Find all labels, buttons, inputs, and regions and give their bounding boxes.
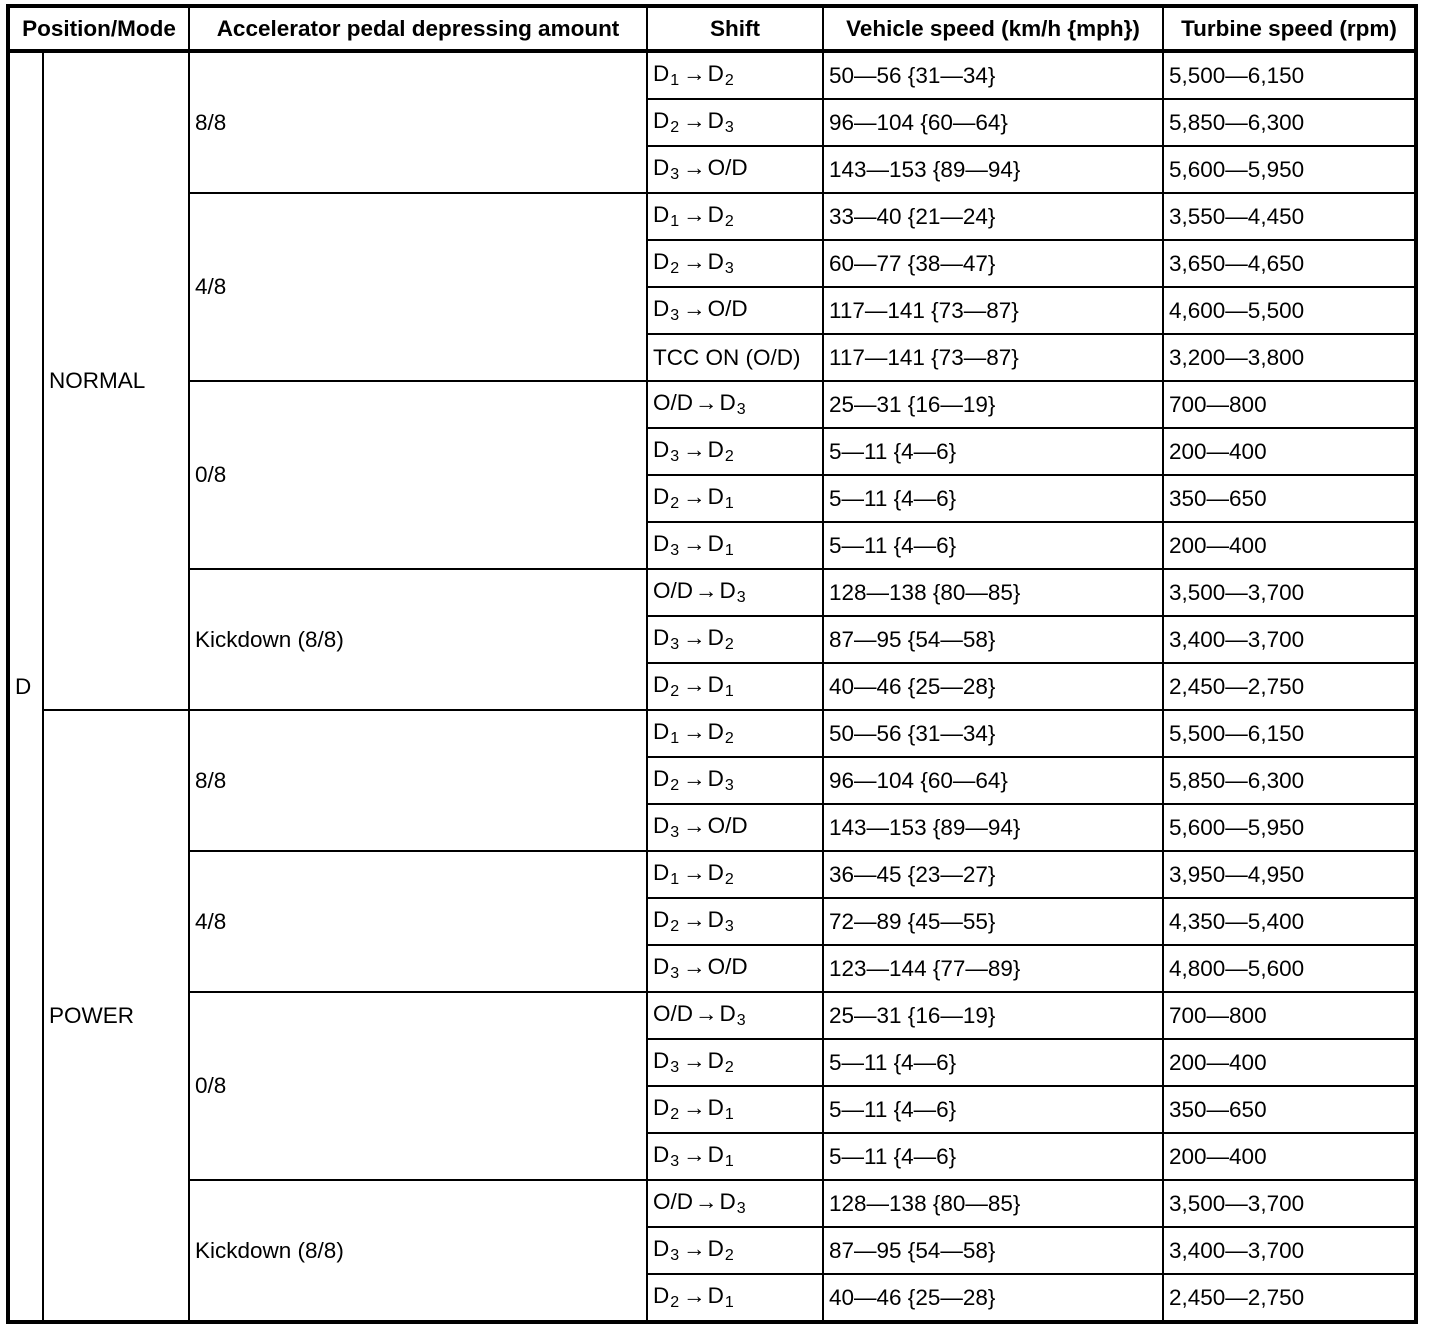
vehicle-speed-cell: 60—77 {38—47}	[823, 240, 1163, 287]
shift-cell	[647, 851, 823, 898]
shift-text: TCC ON (O/D)	[653, 344, 801, 370]
shift-to-subscript: 2	[724, 448, 734, 465]
pedal-amount-label: 8/8	[195, 767, 227, 793]
shift-to-subscript: 2	[724, 1247, 734, 1264]
turbine-speed-cell: 3,950—4,950	[1163, 851, 1416, 898]
right-arrow-icon: →	[683, 1236, 706, 1261]
turbine-speed-cell: 3,650—4,650	[1163, 240, 1416, 287]
turbine-speed-cell: 3,400—3,700	[1163, 616, 1416, 663]
right-arrow-icon: →	[683, 155, 706, 180]
shift-cell	[647, 569, 823, 616]
turbine-speed-cell: 3,200—3,800	[1163, 334, 1416, 381]
vehicle-speed-cell: 123—144 {77—89}	[823, 945, 1163, 992]
vehicle-speed-cell: 25—31 {16—19}	[823, 381, 1163, 428]
shift-from-gear: D	[653, 155, 670, 180]
shift-to-gear: D	[707, 1142, 724, 1167]
shift-from-subscript: 1	[670, 72, 680, 89]
turbine-speed-cell: 200—400	[1163, 522, 1416, 569]
right-arrow-icon: →	[683, 437, 706, 462]
header-shift: Shift	[647, 6, 823, 51]
shift-cell	[647, 1274, 823, 1322]
vehicle-speed-cell: 5—11 {4—6}	[823, 1086, 1163, 1133]
shift-cell	[647, 757, 823, 804]
shift-to-gear: D	[707, 1283, 724, 1308]
vehicle-speed-cell: 33—40 {21—24}	[823, 193, 1163, 240]
shift-to-subscript: 3	[724, 777, 734, 794]
pedal-amount-cell	[189, 51, 647, 193]
shift-to-gear: D	[719, 1001, 736, 1026]
shift-from-subscript: 3	[670, 965, 680, 982]
vehicle-speed-cell: 40—46 {25—28}	[823, 1274, 1163, 1322]
shift-from-subscript: 3	[670, 166, 680, 183]
shift-from-subscript: 3	[670, 448, 680, 465]
turbine-speed-cell: 5,850—6,300	[1163, 99, 1416, 146]
vehicle-speed-cell: 5—11 {4—6}	[823, 475, 1163, 522]
shift-to-gear: D	[719, 390, 736, 415]
position-label: D	[15, 673, 32, 699]
turbine-speed-cell: 4,800—5,600	[1163, 945, 1416, 992]
shift-to-gear: O/D	[707, 155, 748, 180]
table-row	[8, 851, 1416, 898]
shift-from-gear: D	[653, 907, 670, 932]
pedal-amount-cell	[189, 569, 647, 710]
shift-to-subscript: 3	[736, 589, 746, 606]
shift-cell	[647, 522, 823, 569]
pedal-amount-label: Kickdown (8/8)	[195, 626, 344, 652]
table-row	[8, 710, 1416, 757]
shift-to-gear: D	[707, 766, 724, 791]
right-arrow-icon: →	[683, 1095, 706, 1120]
right-arrow-icon: →	[683, 907, 706, 932]
turbine-speed-cell: 5,600—5,950	[1163, 146, 1416, 193]
shift-from-gear: O/D	[653, 578, 694, 603]
shift-cell	[647, 287, 823, 334]
shift-to-gear: D	[707, 672, 724, 697]
shift-to-subscript: 2	[724, 1059, 734, 1076]
shift-from-subscript: 2	[670, 683, 680, 700]
shift-from-subscript: 3	[670, 307, 680, 324]
shift-to-gear: D	[719, 578, 736, 603]
shift-to-gear: D	[707, 1236, 724, 1261]
shift-to-gear: D	[707, 61, 724, 86]
shift-from-gear: D	[653, 1283, 670, 1308]
right-arrow-icon: →	[683, 1142, 706, 1167]
shift-cell	[647, 51, 823, 99]
shift-from-subscript: 3	[670, 824, 680, 841]
shift-from-gear: O/D	[653, 390, 694, 415]
header-vehicle-speed: Vehicle speed (km/h {mph})	[823, 6, 1163, 51]
shift-to-subscript: 3	[724, 119, 734, 136]
mode-cell	[43, 710, 189, 1322]
turbine-speed-cell: 2,450—2,750	[1163, 663, 1416, 710]
table-header-row	[8, 6, 1416, 51]
vehicle-speed-cell: 128—138 {80—85}	[823, 1180, 1163, 1227]
shift-from-subscript: 2	[670, 119, 680, 136]
right-arrow-icon: →	[695, 1189, 718, 1214]
shift-cell	[647, 1133, 823, 1180]
turbine-speed-cell: 200—400	[1163, 428, 1416, 475]
shift-to-gear: O/D	[707, 296, 748, 321]
shift-to-subscript: 1	[724, 542, 734, 559]
vehicle-speed-cell: 5—11 {4—6}	[823, 1039, 1163, 1086]
shift-from-subscript: 3	[670, 636, 680, 653]
shift-to-subscript: 2	[724, 730, 734, 747]
shift-from-gear: D	[653, 766, 670, 791]
shift-point-table	[6, 4, 1418, 1324]
vehicle-speed-cell: 117—141 {73—87}	[823, 287, 1163, 334]
shift-from-subscript: 1	[670, 871, 680, 888]
shift-to-gear: O/D	[707, 954, 748, 979]
shift-to-subscript: 1	[724, 683, 734, 700]
shift-to-gear: D	[707, 860, 724, 885]
mode-label: NORMAL	[49, 368, 146, 393]
shift-to-gear: D	[707, 531, 724, 556]
position-cell	[8, 51, 43, 1322]
right-arrow-icon: →	[683, 672, 706, 697]
pedal-amount-label: 4/8	[195, 274, 227, 299]
shift-to-gear: D	[707, 1095, 724, 1120]
shift-cell	[647, 334, 823, 381]
shift-cell	[647, 616, 823, 663]
vehicle-speed-cell: 50—56 {31—34}	[823, 51, 1163, 99]
vehicle-speed-cell: 143—153 {89—94}	[823, 146, 1163, 193]
shift-to-gear: D	[707, 1048, 724, 1073]
pedal-amount-cell	[189, 710, 647, 851]
shift-cell	[647, 992, 823, 1039]
vehicle-speed-cell: 25—31 {16—19}	[823, 992, 1163, 1039]
pedal-amount-label: 0/8	[195, 1073, 227, 1098]
vehicle-speed-cell: 117—141 {73—87}	[823, 334, 1163, 381]
shift-from-subscript: 2	[670, 1294, 680, 1311]
turbine-speed-cell: 3,400—3,700	[1163, 1227, 1416, 1274]
shift-from-gear: O/D	[653, 1189, 694, 1214]
turbine-speed-cell: 5,600—5,950	[1163, 804, 1416, 851]
vehicle-speed-cell: 5—11 {4—6}	[823, 428, 1163, 475]
shift-to-gear: D	[707, 719, 724, 744]
pedal-amount-label: Kickdown (8/8)	[195, 1237, 344, 1263]
shift-from-gear: D	[653, 1095, 670, 1120]
shift-from-subscript: 2	[670, 918, 680, 935]
shift-from-gear: D	[653, 437, 670, 462]
shift-to-gear: D	[719, 1189, 736, 1214]
shift-cell	[647, 240, 823, 287]
shift-to-gear: D	[707, 484, 724, 509]
right-arrow-icon: →	[683, 296, 706, 321]
shift-from-subscript: 1	[670, 730, 680, 747]
shift-cell	[647, 1039, 823, 1086]
right-arrow-icon: →	[695, 578, 718, 603]
shift-cell	[647, 945, 823, 992]
pedal-amount-cell	[189, 193, 647, 381]
pedal-amount-cell	[189, 1180, 647, 1322]
shift-from-gear: D	[653, 1048, 670, 1073]
table-row	[8, 992, 1416, 1039]
vehicle-speed-cell: 87—95 {54—58}	[823, 1227, 1163, 1274]
table-row	[8, 381, 1416, 428]
shift-to-subscript: 2	[724, 871, 734, 888]
table-row	[8, 1180, 1416, 1227]
table-body	[8, 51, 1416, 1322]
shift-from-gear: D	[653, 202, 670, 227]
vehicle-speed-cell: 36—45 {23—27}	[823, 851, 1163, 898]
shift-to-subscript: 1	[724, 1153, 734, 1170]
shift-from-gear: D	[653, 813, 670, 838]
shift-from-subscript: 2	[670, 260, 680, 277]
shift-from-subscript: 2	[670, 777, 680, 794]
shift-to-gear: D	[707, 249, 724, 274]
right-arrow-icon: →	[683, 625, 706, 650]
shift-from-subscript: 2	[670, 495, 680, 512]
shift-cell	[647, 475, 823, 522]
shift-to-subscript: 3	[724, 918, 734, 935]
shift-to-gear: D	[707, 907, 724, 932]
shift-cell	[647, 663, 823, 710]
shift-to-subscript: 2	[724, 213, 734, 230]
turbine-speed-cell: 4,600—5,500	[1163, 287, 1416, 334]
header-turbine-speed: Turbine speed (rpm)	[1163, 6, 1416, 51]
pedal-amount-label: 4/8	[195, 908, 227, 934]
pedal-amount-cell	[189, 992, 647, 1180]
shift-from-gear: D	[653, 531, 670, 556]
turbine-speed-cell: 4,350—5,400	[1163, 898, 1416, 945]
shift-from-subscript: 2	[670, 1106, 680, 1123]
shift-from-subscript: 3	[670, 1247, 680, 1264]
shift-to-subscript: 2	[724, 72, 734, 89]
turbine-speed-cell: 3,500—3,700	[1163, 569, 1416, 616]
shift-from-gear: D	[653, 1236, 670, 1261]
shift-to-subscript: 3	[736, 1012, 746, 1029]
pedal-amount-label: 0/8	[195, 462, 227, 487]
shift-to-subscript: 3	[736, 401, 746, 418]
shift-to-subscript: 3	[736, 1200, 746, 1217]
turbine-speed-cell: 200—400	[1163, 1039, 1416, 1086]
vehicle-speed-cell: 50—56 {31—34}	[823, 710, 1163, 757]
shift-cell	[647, 710, 823, 757]
shift-from-gear: D	[653, 672, 670, 697]
shift-from-gear: D	[653, 249, 670, 274]
mode-label: POWER	[49, 1002, 135, 1028]
vehicle-speed-cell: 128—138 {80—85}	[823, 569, 1163, 616]
shift-to-gear: D	[707, 437, 724, 462]
right-arrow-icon: →	[683, 766, 706, 791]
right-arrow-icon: →	[683, 249, 706, 274]
shift-cell	[647, 193, 823, 240]
shift-cell	[647, 898, 823, 945]
right-arrow-icon: →	[683, 61, 706, 86]
mode-cell	[43, 51, 189, 710]
pedal-amount-label: 8/8	[195, 109, 227, 135]
shift-to-subscript: 1	[724, 495, 734, 512]
table-row	[8, 51, 1416, 99]
vehicle-speed-cell: 5—11 {4—6}	[823, 1133, 1163, 1180]
shift-to-subscript: 1	[724, 1294, 734, 1311]
right-arrow-icon: →	[683, 954, 706, 979]
shift-from-gear: D	[653, 296, 670, 321]
shift-to-gear: D	[707, 625, 724, 650]
turbine-speed-cell: 3,550—4,450	[1163, 193, 1416, 240]
turbine-speed-cell: 200—400	[1163, 1133, 1416, 1180]
vehicle-speed-cell: 96—104 {60—64}	[823, 757, 1163, 804]
turbine-speed-cell: 350—650	[1163, 475, 1416, 522]
shift-from-subscript: 3	[670, 1153, 680, 1170]
vehicle-speed-cell: 5—11 {4—6}	[823, 522, 1163, 569]
shift-from-gear: D	[653, 860, 670, 885]
shift-from-gear: O/D	[653, 1001, 694, 1026]
header-position-mode: Position/Mode	[8, 6, 189, 51]
table-row	[8, 193, 1416, 240]
right-arrow-icon: →	[695, 390, 718, 415]
pedal-amount-cell	[189, 381, 647, 569]
shift-from-gear: D	[653, 1142, 670, 1167]
shift-from-subscript: 1	[670, 213, 680, 230]
shift-cell	[647, 146, 823, 193]
turbine-speed-cell: 5,500—6,150	[1163, 710, 1416, 757]
vehicle-speed-cell: 72—89 {45—55}	[823, 898, 1163, 945]
shift-to-subscript: 1	[724, 1106, 734, 1123]
shift-from-subscript: 3	[670, 542, 680, 559]
shift-from-gear: D	[653, 61, 670, 86]
shift-from-gear: D	[653, 954, 670, 979]
shift-from-gear: D	[653, 484, 670, 509]
right-arrow-icon: →	[683, 813, 706, 838]
shift-cell	[647, 428, 823, 475]
shift-from-gear: D	[653, 719, 670, 744]
turbine-speed-cell: 5,500—6,150	[1163, 51, 1416, 99]
table-row	[8, 569, 1416, 616]
shift-to-gear: D	[707, 202, 724, 227]
shift-to-gear: D	[707, 108, 724, 133]
shift-to-gear: O/D	[707, 813, 748, 838]
shift-cell	[647, 1227, 823, 1274]
shift-cell	[647, 1086, 823, 1133]
turbine-speed-cell: 350—650	[1163, 1086, 1416, 1133]
turbine-speed-cell: 2,450—2,750	[1163, 1274, 1416, 1322]
right-arrow-icon: →	[683, 484, 706, 509]
turbine-speed-cell: 3,500—3,700	[1163, 1180, 1416, 1227]
vehicle-speed-cell: 143—153 {89—94}	[823, 804, 1163, 851]
shift-to-subscript: 3	[724, 260, 734, 277]
turbine-speed-cell: 700—800	[1163, 381, 1416, 428]
right-arrow-icon: →	[683, 1048, 706, 1073]
right-arrow-icon: →	[683, 719, 706, 744]
vehicle-speed-cell: 96—104 {60—64}	[823, 99, 1163, 146]
shift-cell	[647, 99, 823, 146]
right-arrow-icon: →	[683, 1283, 706, 1308]
right-arrow-icon: →	[683, 108, 706, 133]
right-arrow-icon: →	[695, 1001, 718, 1026]
pedal-amount-cell	[189, 851, 647, 992]
shift-cell	[647, 804, 823, 851]
turbine-speed-cell: 700—800	[1163, 992, 1416, 1039]
shift-from-subscript: 3	[670, 1059, 680, 1076]
vehicle-speed-cell: 87—95 {54—58}	[823, 616, 1163, 663]
header-pedal-amount: Accelerator pedal depressing amount	[189, 6, 647, 51]
shift-to-subscript: 2	[724, 636, 734, 653]
right-arrow-icon: →	[683, 202, 706, 227]
shift-cell	[647, 381, 823, 428]
shift-cell	[647, 1180, 823, 1227]
right-arrow-icon: →	[683, 531, 706, 556]
vehicle-speed-cell: 40—46 {25—28}	[823, 663, 1163, 710]
right-arrow-icon: →	[683, 860, 706, 885]
turbine-speed-cell: 5,850—6,300	[1163, 757, 1416, 804]
shift-from-gear: D	[653, 108, 670, 133]
shift-from-gear: D	[653, 625, 670, 650]
